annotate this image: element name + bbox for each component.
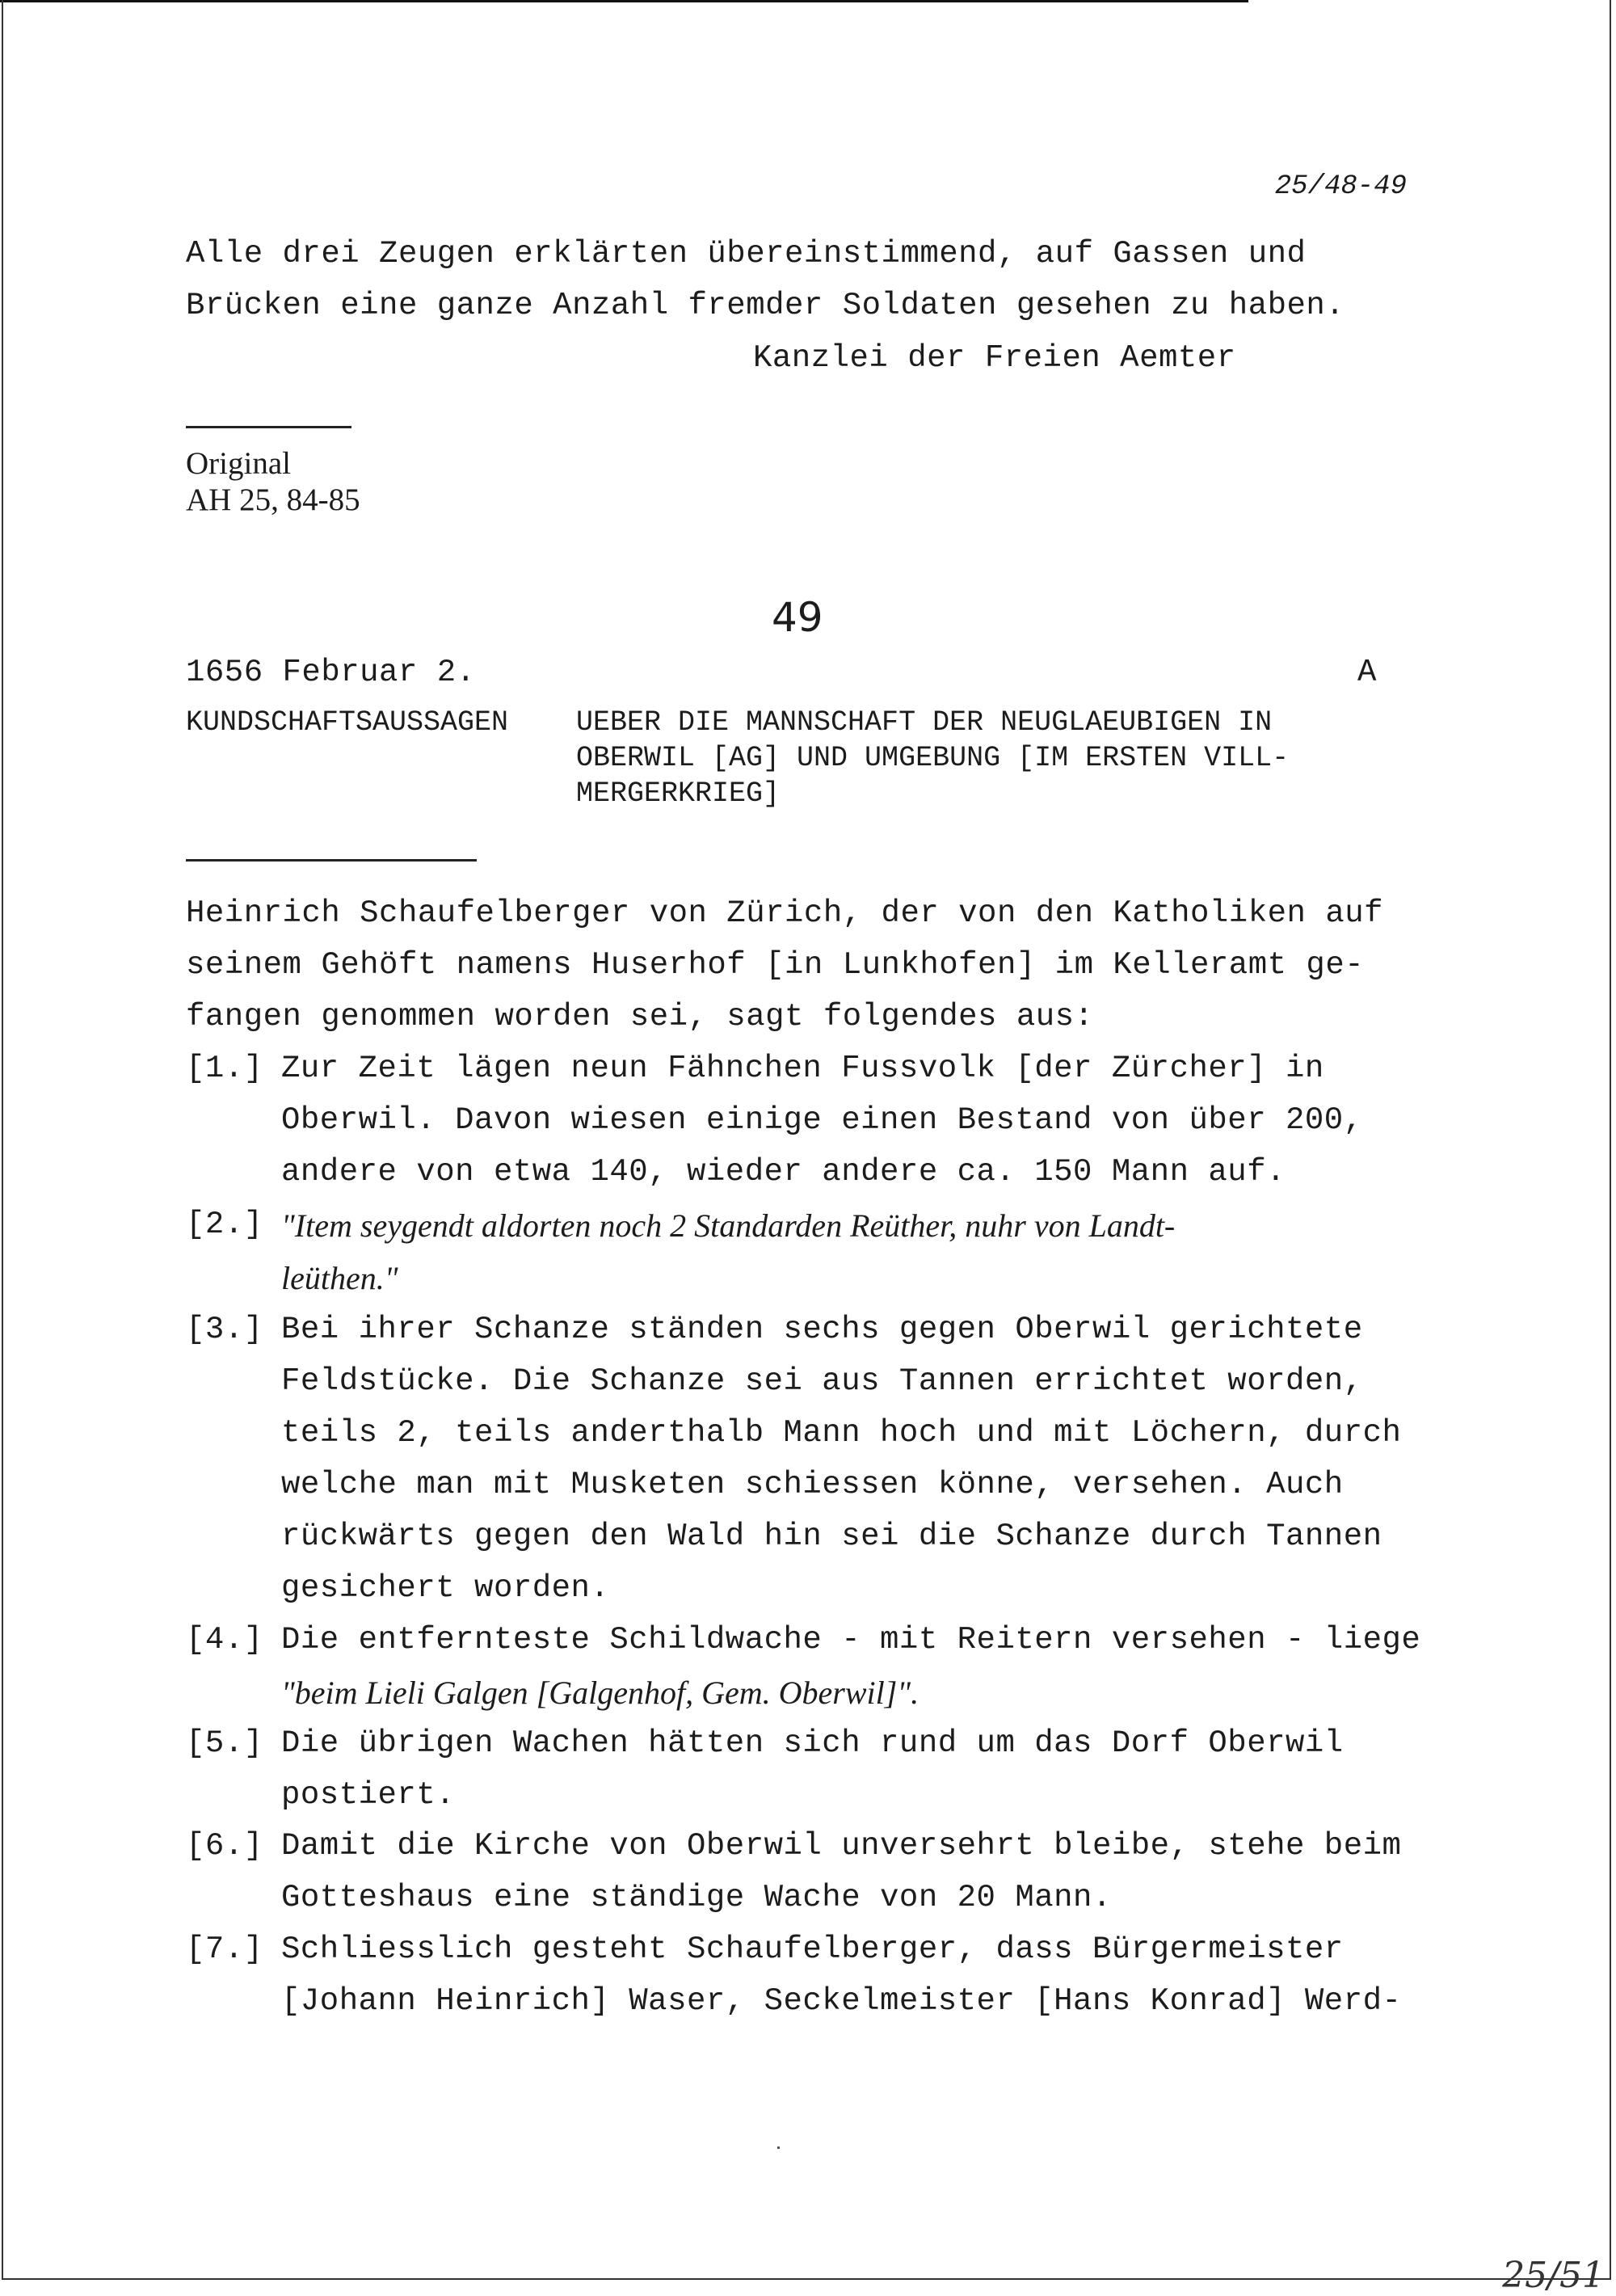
item-line: rückwärts gegen den Wald hin sei die Schanze durch Tannen <box>281 1519 1382 1554</box>
source-reference: AH 25, 84-85 <box>186 482 360 517</box>
source-label: Original <box>186 446 291 481</box>
handwritten-page-number: 25/51 <box>1502 2255 1605 2296</box>
quotation-line: "Item seygendt aldorten noch 2 Standarden Reüther, nuhr von Landt- <box>281 1207 1176 1244</box>
title-line: UEBER DIE MANNSCHAFT DER NEUGLAEUBIGEN IN <box>576 706 1273 739</box>
item-number: [3.] <box>186 1312 263 1347</box>
item-line: Zur Zeit lägen neun Fähnchen Fussvolk [der Zürcher] in <box>281 1051 1324 1086</box>
item-line: Oberwil. Davon wiesen einige einen Bestand von über 200, <box>281 1102 1363 1138</box>
item-line: andere von etwa 140, wieder andere ca. 150 Mann auf. <box>281 1154 1286 1190</box>
document-date: 1656 Februar 2. <box>186 655 476 690</box>
title-lead: KUNDSCHAFTSAUSSAGEN <box>186 706 509 739</box>
item-line: Die entfernteste Schildwache - mit Reitern versehen - liege <box>281 1622 1421 1658</box>
body-line: fangen genommen worden sei, sagt folgendes aus: <box>186 999 1094 1034</box>
title-line: MERGERKRIEG] <box>576 777 781 810</box>
item-line: Schliesslich gesteht Schaufelberger, dass Bürgermeister <box>281 1932 1344 1967</box>
divider-rule <box>186 426 351 428</box>
title-line: OBERWIL [AG] UND UMGEBUNG [IM ERSTEN VILL- <box>576 742 1290 774</box>
item-line: [Johann Heinrich] Waser, Seckelmeister [Hans Konrad] Werd- <box>281 1983 1402 2019</box>
scan-speck <box>777 2146 780 2149</box>
intro-line: Brücken eine ganze Anzahl fremder Soldaten gesehen zu haben. <box>186 288 1345 323</box>
item-number: [5.] <box>186 1725 263 1761</box>
intro-line: Alle drei Zeugen erklärten übereinstimmend, auf Gassen und <box>186 236 1307 272</box>
chancery-signature: Kanzlei der Freien Aemter <box>753 340 1236 376</box>
item-line: Feldstücke. Die Schanze sei aus Tannen errichtet worden, <box>281 1363 1363 1399</box>
item-line: Die übrigen Wachen hätten sich rund um das Dorf Oberwil <box>281 1725 1344 1761</box>
item-number: [7.] <box>186 1932 263 1967</box>
item-number: [1.] <box>186 1051 263 1086</box>
page-reference: 25/48-49 <box>1274 171 1407 202</box>
item-line: gesichert worden. <box>281 1570 610 1606</box>
quotation-line: "beim Lieli Galgen [Galgenhof, Gem. Oberwil]". <box>281 1675 920 1711</box>
document-number: 49 <box>772 594 823 641</box>
item-line: postiert. <box>281 1777 456 1813</box>
item-line: welche man mit Musketen schiessen könne, versehen. Auch <box>281 1467 1344 1502</box>
body-line: seinem Gehöft namens Huserhof [in Lunkhofen] im Kelleramt ge- <box>186 947 1365 983</box>
item-number: [4.] <box>186 1622 263 1658</box>
item-line: Damit die Kirche von Oberwil unversehrt bleibe, stehe beim <box>281 1828 1402 1864</box>
quotation-line: leüthen." <box>281 1260 398 1296</box>
item-number: [6.] <box>186 1828 263 1864</box>
item-line: Gotteshaus eine ständige Wache von 20 Mann. <box>281 1880 1112 1915</box>
divider-rule <box>186 859 477 862</box>
item-number: [2.] <box>186 1207 263 1242</box>
body-line: Heinrich Schaufelberger von Zürich, der von den Katholiken auf <box>186 895 1384 931</box>
item-line: teils 2, teils anderthalb Mann hoch und mit Löchern, durch <box>281 1415 1402 1451</box>
item-line: Bei ihrer Schanze ständen sechs gegen Oberwil gerichtete <box>281 1312 1363 1347</box>
document-marker: A <box>1357 655 1377 690</box>
